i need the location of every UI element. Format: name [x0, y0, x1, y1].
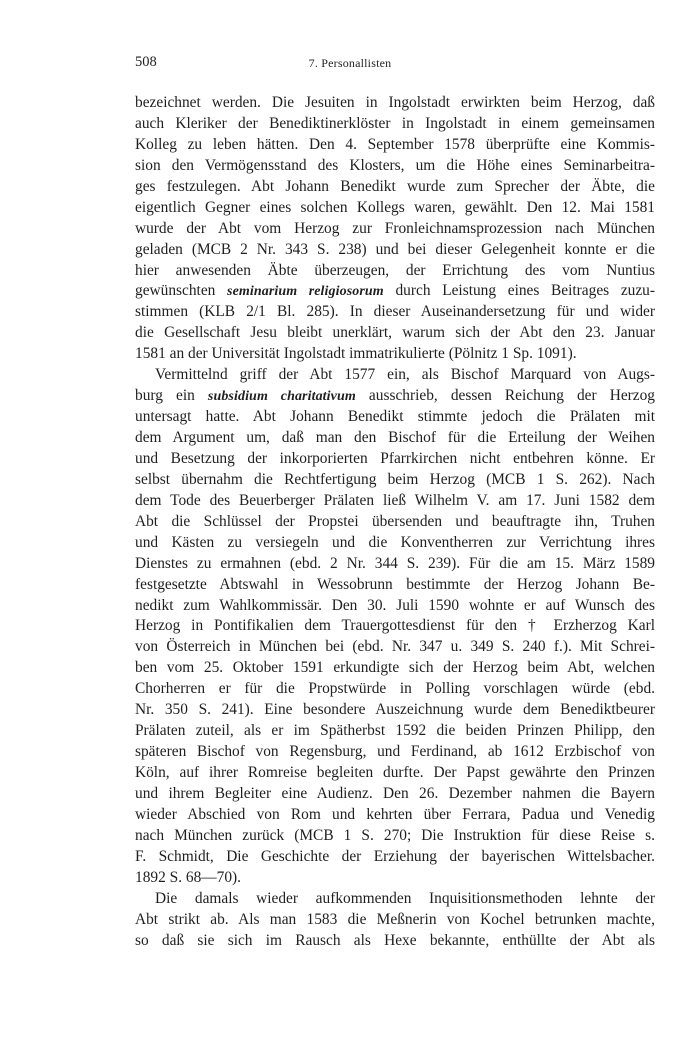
text-line: Abt strikt ab. Als man 1583 die Meßnerin von Kochel betrunken machte,	[135, 910, 655, 928]
text-line: Die damals wieder aufkommenden Inquisitionsmethoden lehnte der	[155, 889, 655, 907]
text-line: Köln, auf ihrer Romreise begleiten durfte. Der Papst gewährte den Prinzen	[135, 764, 655, 781]
text-line: F. Schmidt, Die Geschichte der Erziehung der bayerischen Wittelsbacher.	[135, 847, 655, 865]
page-number: 508	[135, 54, 157, 70]
text-line: festgesetzte Abtswahl in Wessobrunn bestimmte der Herzog Johann Be-	[135, 575, 655, 593]
text-line	[135, 281, 655, 302]
text-line: geladen (MCB 2 Nr. 343 S. 238) und bei dieser Gelegenheit konnte er die	[135, 240, 655, 258]
text-line: wurde der Abt vom Herzog zur Fronleichnamsprozession nach München	[135, 219, 655, 237]
text-line: und ihrem Begleiter eine Audienz. Den 26. Dezember nahmen die Bayern	[135, 784, 655, 802]
text-line: sion den Vermögensstand des Klosters, um die Höhe eines Seminarbeitra-	[135, 156, 655, 174]
text-line: wieder Abschied von Rom und kehrten über Ferrara, Padua und Venedig	[135, 805, 655, 823]
text-line: Kolleg zu leben hätten. Den 4. September 1578 überprüfte eine Kommis-	[135, 135, 655, 153]
text-line: von Österreich in München bei (ebd. Nr. 347 u. 349 S. 240 f.). Mit Schrei-	[135, 638, 655, 656]
text-line: ges festzulegen. Abt Johann Benedikt wurde zum Sprecher der Äbte, die	[135, 177, 655, 195]
text-line: dem Argument um, daß man den Bischof für die Erteilung der Weihen	[135, 429, 655, 446]
emphasized-term: seminarium religiosorum	[227, 284, 384, 300]
text-line: nedikt zum Wahlkommissär. Den 30. Juli 1590 wohnte er auf Wunsch des	[135, 596, 655, 614]
running-head: 7. Personallisten	[308, 56, 392, 70]
text-line: Prälaten zuteil, als er im Spätherbst 1592 die beiden Prinzen Philipp, den	[135, 722, 655, 740]
text-line: Chorherren er für die Propstwürde in Polling vorschlagen würde (ebd.	[135, 680, 655, 698]
text-line: 1581 an der Universität Ingolstadt immatrikulierte (Pölnitz 1 Sp. 1091).	[135, 345, 577, 363]
text-line: 1892 S. 68—70).	[135, 868, 242, 886]
text-line	[135, 386, 655, 407]
text-line: bezeichnet werden. Die Jesuiten in Ingolstadt erwirkten beim Herzog, daß	[135, 94, 655, 111]
text-line: stimmen (KLB 2/1 Bl. 285). In dieser Auseinandersetzung für und wider	[135, 303, 655, 321]
text-line: so daß sie sich im Rausch als Hexe bekannte, enthüllte der Abt als	[135, 931, 655, 949]
text-line: und Besetzung der inkorporierten Pfarrkirchen nicht entbehren könne. Er	[135, 449, 655, 467]
text-line: dem Tode des Beuerberger Prälaten ließ Wilhelm V. am 17. Juni 1582 dem	[135, 491, 655, 509]
text-line: Abt die Schlüssel der Propstei übersenden und beauftragte ihn, Truhen	[135, 512, 655, 530]
text-line: späteren Bischof von Regensburg, und Ferdinand, ab 1612 Erzbischof von	[135, 743, 655, 761]
text-line: untersagt hatte. Abt Johann Benedikt stimmte jedoch die Prälaten mit	[135, 408, 655, 426]
text-line: auch Kleriker der Benediktinerklöster in Ingolstadt in einem gemeinsamen	[135, 114, 655, 132]
text-line: Nr. 350 S. 241). Eine besondere Auszeichnung wurde dem Benediktbeurer	[135, 701, 655, 719]
text-line: Herzog in Pontifikalien dem Trauergottesdienst für den † Erzherzog Karl	[135, 617, 655, 635]
text-run: ausschrieb, dessen Reichung der Herzog	[355, 387, 655, 405]
text-run: gewünschten	[135, 282, 228, 300]
text-line: Vermittelnd griff der Abt 1577 ein, als Bischof Marquard von Augs-	[155, 366, 655, 384]
text-run: durch Leistung eines Beitrages zuzu-	[383, 282, 656, 300]
text-run: burg ein	[135, 387, 208, 405]
text-line: Dienstes zu ermahnen (ebd. 2 Nr. 344 S. 239). Für die am 15. März 1589	[135, 554, 655, 572]
emphasized-term: subsidium charitativum	[207, 389, 356, 405]
text-line: eigentlich Gegner eines solchen Kollegs waren, gewählt. Den 12. Mai 1581	[135, 198, 655, 216]
text-line: hier anwesenden Äbte überzeugen, der Errichtung des vom Nuntius	[135, 261, 655, 279]
text-line: und Kästen zu versiegeln und die Konventherren zur Verrichtung ihres	[135, 533, 655, 551]
text-line: nach München zurück (MCB 1 S. 270; Die Instruktion für diese Reise s.	[135, 826, 655, 844]
text-line: ben vom 25. Oktober 1591 erkundigte sich der Herzog beim Abt, welchen	[135, 659, 655, 677]
body-text	[135, 93, 655, 951]
text-line: die Gesellschaft Jesu bleibt unerklärt, warum sich der Abt den 23. Januar	[135, 324, 655, 342]
text-line: selbst übernahm die Rechtfertigung beim Herzog (MCB 1 S. 262). Nach	[135, 470, 655, 488]
